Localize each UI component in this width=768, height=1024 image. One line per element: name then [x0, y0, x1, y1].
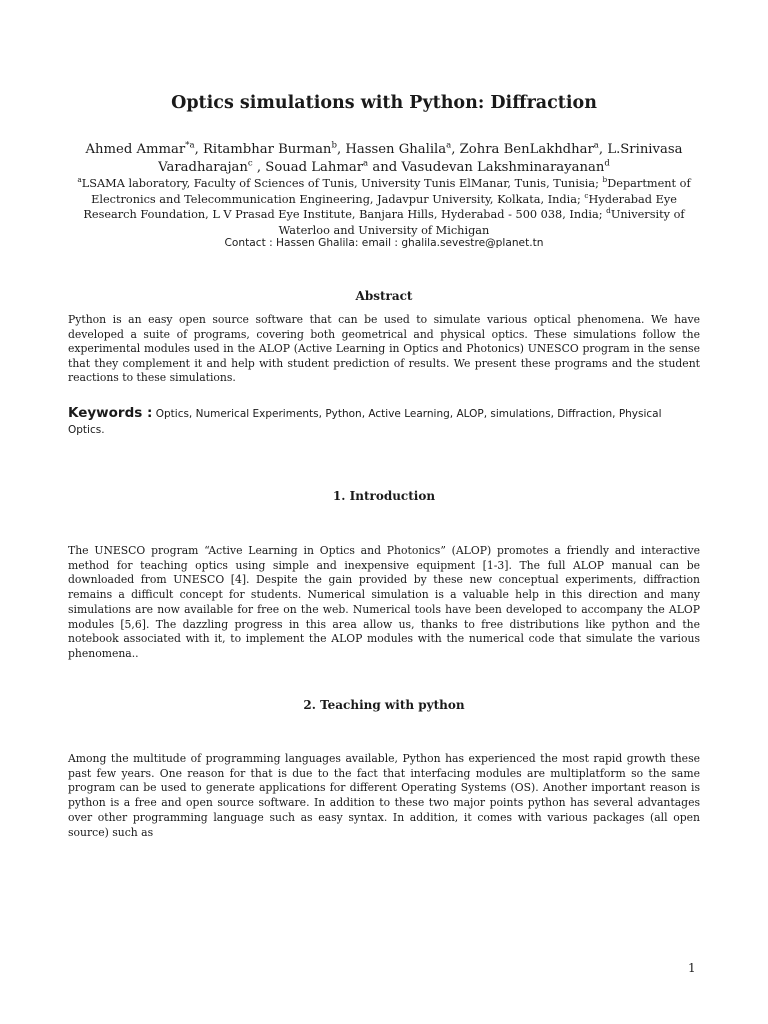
keywords-list: Optics, Numerical Experiments, Python, Active Learning, ALOP, simulations, Diffraction, Physical Optics.: [68, 408, 662, 436]
author-separator: ,: [252, 160, 266, 175]
author-separator: ,: [336, 142, 346, 157]
author-name: Vasudevan Lakshminarayanan: [401, 160, 605, 175]
author-separator: and: [368, 160, 402, 175]
author-name: Zohra BenLakhdhar: [459, 142, 594, 157]
author-separator: ,: [598, 142, 608, 157]
author-separator: ,: [194, 142, 203, 157]
author-affiliation-mark: a: [446, 140, 452, 151]
page-number: 1: [688, 961, 696, 975]
author-name: Ahmed Ammar: [85, 142, 186, 157]
affiliation-mark: d: [606, 206, 611, 216]
section-text-introduction: The UNESCO program “Active Learning in Optics and Photonics” (ALOP) promotes a friendly and interactive method for teaching optics using simple and inexpensive equipment [1-3]. The full ALOP manual can be downloaded from UNESCO [4]. Despite the gain provided by these new conceptual experiments, diffraction remains a difficult concept for students. Numerical simulation is a valuable help in this direction and many simulations are now available for free on the web. Numerical tools have been developed to accompany the ALOP modules [5,6]. The dazzling progress in this area allow us, thanks to free distributions like python and the notebook associated with it, to implement the ALOP modules with the numerical code that simulate the various phenomena..: [68, 544, 700, 660]
author-name: Hassen Ghalila: [345, 142, 447, 157]
contact-line: Contact : Hassen Ghalila: email : ghalila.sevestre@planet.tn: [224, 237, 544, 249]
author-name: Souad Lahmar: [265, 160, 364, 175]
author-affiliation-mark: d: [604, 158, 610, 169]
author-list: [68, 141, 700, 177]
author-separator: ,: [451, 142, 460, 157]
abstract-text: Python is an easy open source software that can be used to simulate various optical phenomena. We have developed a suite of programs, covering both geometrical and physical optics. These simulations follow the experimental modules used in the ALOP (Active Learning in Optics and Photonics) UNESCO program in the sense that they complement it and help with student prediction of results. We present these programs and the student reactions to these simulations.: [68, 313, 700, 385]
affiliations: [68, 176, 700, 238]
affiliation-text: Department of Electronics and Telecommunication Engineering, Jadavpur University, Kolkata, India;: [91, 177, 691, 206]
author-name: Ritambhar Burman: [202, 142, 332, 157]
section-heading-teaching: 2. Teaching with python: [303, 698, 465, 712]
section-text-teaching: Among the multitude of programming languages available, Python has experienced the most rapid growth these past few years. One reason for that is due to the fact that interfacing modules are multiplatform so the same program can be used to generate applications for different Operating Systems (OS). Another important reason is python is a free and open source software. In addition to these two major points python has several advantages over other programming language such as easy syntax. In addition, it comes with various packages (all open source) such as: [68, 752, 700, 839]
affiliation-text: University of Waterloo and University of Michigan: [278, 208, 685, 237]
affiliation-text: Hyderabad Eye Research Foundation, L V Prasad Eye Institute, Banjara Hills, Hyderabad - 500 038, India;: [83, 192, 677, 221]
author-affiliation-mark: *a: [185, 140, 195, 151]
author-name: L.Srinivasa Varadharajan: [158, 142, 683, 175]
keywords-label: Keywords :: [68, 405, 153, 421]
affiliation-mark: c: [584, 190, 589, 200]
section-heading-introduction: 1. Introduction: [332, 489, 436, 503]
keywords: [68, 405, 700, 438]
author-affiliation-mark: a: [363, 158, 369, 169]
affiliation-mark: b: [602, 175, 608, 185]
paper-title: Optics simulations with Python: Diffraction: [171, 93, 597, 113]
affiliation-mark: a: [77, 175, 82, 185]
affiliation-text: LSAMA laboratory, Faculty of Sciences of Tunis, University Tunis ElManar, Tunis, Tunisia;: [81, 177, 603, 190]
abstract-heading: Abstract: [355, 289, 413, 303]
author-affiliation-mark: c: [247, 158, 253, 169]
author-affiliation-mark: a: [593, 140, 599, 151]
author-affiliation-mark: b: [331, 140, 337, 151]
